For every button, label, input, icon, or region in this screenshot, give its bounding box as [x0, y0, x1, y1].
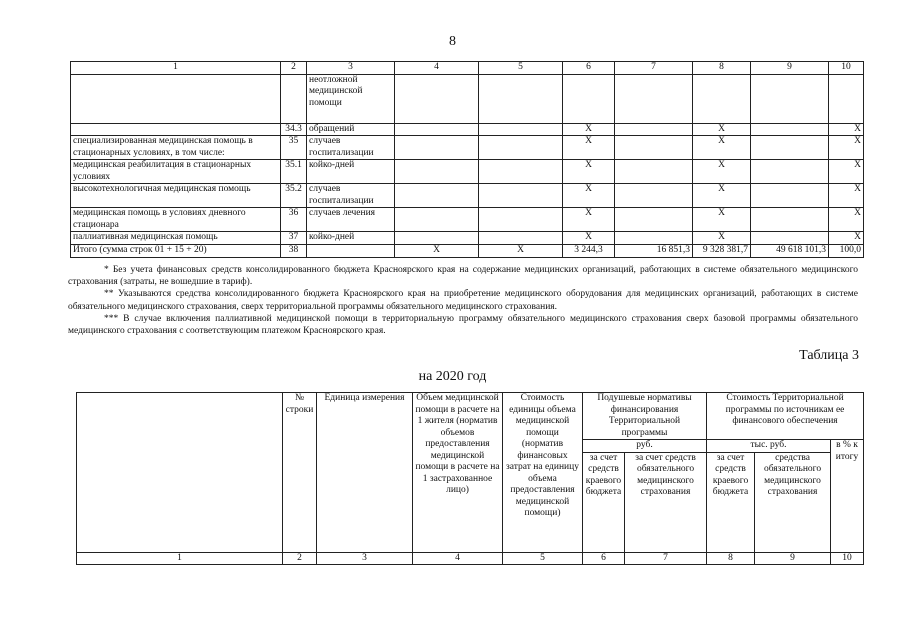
cell-c5: [479, 208, 563, 232]
cell-c9: 49 618 101,3: [751, 244, 829, 257]
col-header: 9: [751, 62, 829, 75]
cell-num: [281, 74, 307, 123]
col-header: 6: [563, 62, 615, 75]
cell-c10: Х: [829, 232, 864, 245]
cell-c4: [395, 232, 479, 245]
col-number: 6: [583, 552, 625, 565]
cell-c4: [395, 123, 479, 136]
col-number: 4: [413, 552, 503, 565]
header-oms: за счет средств обязательного медицинского страхования: [625, 452, 707, 552]
cell-unit: обращений: [307, 123, 395, 136]
cell-c7: [615, 136, 693, 160]
cell-num: 35.1: [281, 160, 307, 184]
cell-c4: [395, 160, 479, 184]
cell-name: Итого (сумма строк 01 + 15 + 20): [71, 244, 281, 257]
col-number: 7: [625, 552, 707, 565]
cell-c7: [615, 160, 693, 184]
cell-c8: Х: [693, 136, 751, 160]
cell-c10: [829, 74, 864, 123]
cell-c7: [615, 232, 693, 245]
header-thousand-rub: тыс. руб.: [707, 440, 831, 453]
cell-c5: [479, 74, 563, 123]
col-header: 7: [615, 62, 693, 75]
cell-num: 38: [281, 244, 307, 257]
col-header: 10: [829, 62, 864, 75]
cell-c5: [479, 160, 563, 184]
header-row-number: № строки: [283, 393, 317, 553]
cell-unit: случаев лечения: [307, 208, 395, 232]
cell-c8: Х: [693, 123, 751, 136]
cell-c10: 100,0: [829, 244, 864, 257]
cell-unit: неотложной медицинской помощи: [307, 74, 395, 123]
cell-c7: [615, 208, 693, 232]
cell-name: специализированная медицинская помощь в стационарных условиях, в том числе:: [71, 136, 281, 160]
page-number: 8: [449, 34, 456, 49]
col-header: 3: [307, 62, 395, 75]
header-budget: за счет средств краевого бюджета: [583, 452, 625, 552]
cell-c7: 16 851,3: [615, 244, 693, 257]
col-number: 3: [317, 552, 413, 565]
table-header-row: [71, 62, 864, 75]
header-oms-2: средства обязательного медицинского страхования: [755, 452, 831, 552]
footnote-1: * Без учета финансовых средств консолидированного бюджета Красноярского края на содержание медицинских организаций, работающих в системе обязательного медицинского страхования (затраты, не вошедшие в тариф).: [68, 265, 858, 288]
cell-c8: Х: [693, 160, 751, 184]
header-unit: Единица измерения: [317, 393, 413, 553]
table-row: [71, 74, 864, 123]
header-unit-cost: Стоимость единицы объема медицинской помощи (норматив финансовых затрат на единицу объема предоставления медицинской помощи): [503, 393, 583, 553]
cell-name: [71, 74, 281, 123]
header-percent: в % к итогу: [831, 440, 864, 553]
col-header: 5: [479, 62, 563, 75]
cell-c4: Х: [395, 244, 479, 257]
cell-c9: [751, 208, 829, 232]
cell-c10: Х: [829, 123, 864, 136]
cell-num: 35.2: [281, 184, 307, 208]
col-number: 10: [831, 552, 864, 565]
header-program-cost: Стоимость Территориальной программы по источникам ее финансового обеспечения: [707, 393, 864, 440]
cell-c6: Х: [563, 184, 615, 208]
footnotes: [68, 264, 858, 337]
cell-c4: [395, 184, 479, 208]
cell-c10: Х: [829, 136, 864, 160]
table-row: [71, 136, 864, 160]
cell-c10: Х: [829, 208, 864, 232]
cell-c6: Х: [563, 232, 615, 245]
cell-name: паллиативная медицинская помощь: [71, 232, 281, 245]
cell-c5: [479, 136, 563, 160]
cell-c9: [751, 232, 829, 245]
cell-c9: [751, 136, 829, 160]
cell-c8: Х: [693, 208, 751, 232]
cell-c9: [751, 184, 829, 208]
cell-name: высокотехнологичная медицинская помощь: [71, 184, 281, 208]
cell-c6: Х: [563, 123, 615, 136]
col-number: 5: [503, 552, 583, 565]
cell-c5: [479, 184, 563, 208]
col-number: 8: [707, 552, 755, 565]
table-row: [71, 160, 864, 184]
year-title: на 2020 год: [418, 369, 487, 384]
cell-name: медицинская помощь в условиях дневного стационара: [71, 208, 281, 232]
cell-unit: [307, 244, 395, 257]
cell-num: 35: [281, 136, 307, 160]
col-header: 4: [395, 62, 479, 75]
col-header: 2: [281, 62, 307, 75]
cell-c4: [395, 74, 479, 123]
cell-c5: [479, 123, 563, 136]
cell-c7: [615, 123, 693, 136]
cell-name: медицинская реабилитация в стационарных условиях: [71, 160, 281, 184]
cell-num: 34.3: [281, 123, 307, 136]
cell-num: 36: [281, 208, 307, 232]
cell-unit: случаев госпитализации: [307, 136, 395, 160]
table-row: [71, 244, 864, 257]
cell-unit: койко-дней: [307, 160, 395, 184]
cell-c6: 3 244,3: [563, 244, 615, 257]
table-row: [71, 208, 864, 232]
table-label: Таблица 3: [799, 348, 859, 363]
table-row: [71, 184, 864, 208]
col-header: 8: [693, 62, 751, 75]
col-header: 1: [71, 62, 281, 75]
cell-c6: Х: [563, 208, 615, 232]
cell-c9: [751, 74, 829, 123]
header-per-capita: Подушевые нормативы финансирования Территориальной программы: [583, 393, 707, 440]
table-row: [71, 123, 864, 136]
cell-c5: Х: [479, 244, 563, 257]
header-volume: Объем медицинской помощи в расчете на 1 жителя (норматив объемов предоставления медицинской помощи в расчете на 1 застрахованное лицо): [413, 393, 503, 553]
cell-c10: Х: [829, 160, 864, 184]
cell-c10: Х: [829, 184, 864, 208]
column-numbers-row: [77, 552, 864, 565]
cell-c4: [395, 208, 479, 232]
cell-c8: 9 328 381,7: [693, 244, 751, 257]
cell-c8: Х: [693, 232, 751, 245]
header-rub: руб.: [583, 440, 707, 453]
header-name-cell: [77, 393, 283, 553]
col-number: 1: [77, 552, 283, 565]
cell-name: [71, 123, 281, 136]
cell-c7: [615, 74, 693, 123]
cell-num: 37: [281, 232, 307, 245]
header-budget-2: за счет средств краевого бюджета: [707, 452, 755, 552]
cell-c4: [395, 136, 479, 160]
footnote-3: *** В случае включения паллиативной медицинской помощи в территориальную программу обязательного медицинского страхования сверх базовой программы обязательного медицинского страхования с соответствующим платежом Красноярского края.: [68, 313, 858, 337]
cell-c8: Х: [693, 184, 751, 208]
cell-c8: [693, 74, 751, 123]
cell-c6: Х: [563, 136, 615, 160]
cell-c6: [563, 74, 615, 123]
table-continuation: [70, 61, 864, 258]
col-number: 9: [755, 552, 831, 565]
col-number: 2: [283, 552, 317, 565]
table-3-header: [76, 392, 864, 565]
cell-unit: случаев госпитализации: [307, 184, 395, 208]
cell-c7: [615, 184, 693, 208]
cell-c5: [479, 232, 563, 245]
cell-c9: [751, 160, 829, 184]
cell-c9: [751, 123, 829, 136]
cell-unit: койко-дней: [307, 232, 395, 245]
cell-c6: Х: [563, 160, 615, 184]
table-row: [71, 232, 864, 245]
footnote-2: ** Указываются средства консолидированного бюджета Красноярского края на приобретение медицинского оборудования для медицинских организаций, работающих в системе обязательного медицинского страхования, сверх территориальной программы обязательного медицинского страхования.: [68, 289, 858, 312]
